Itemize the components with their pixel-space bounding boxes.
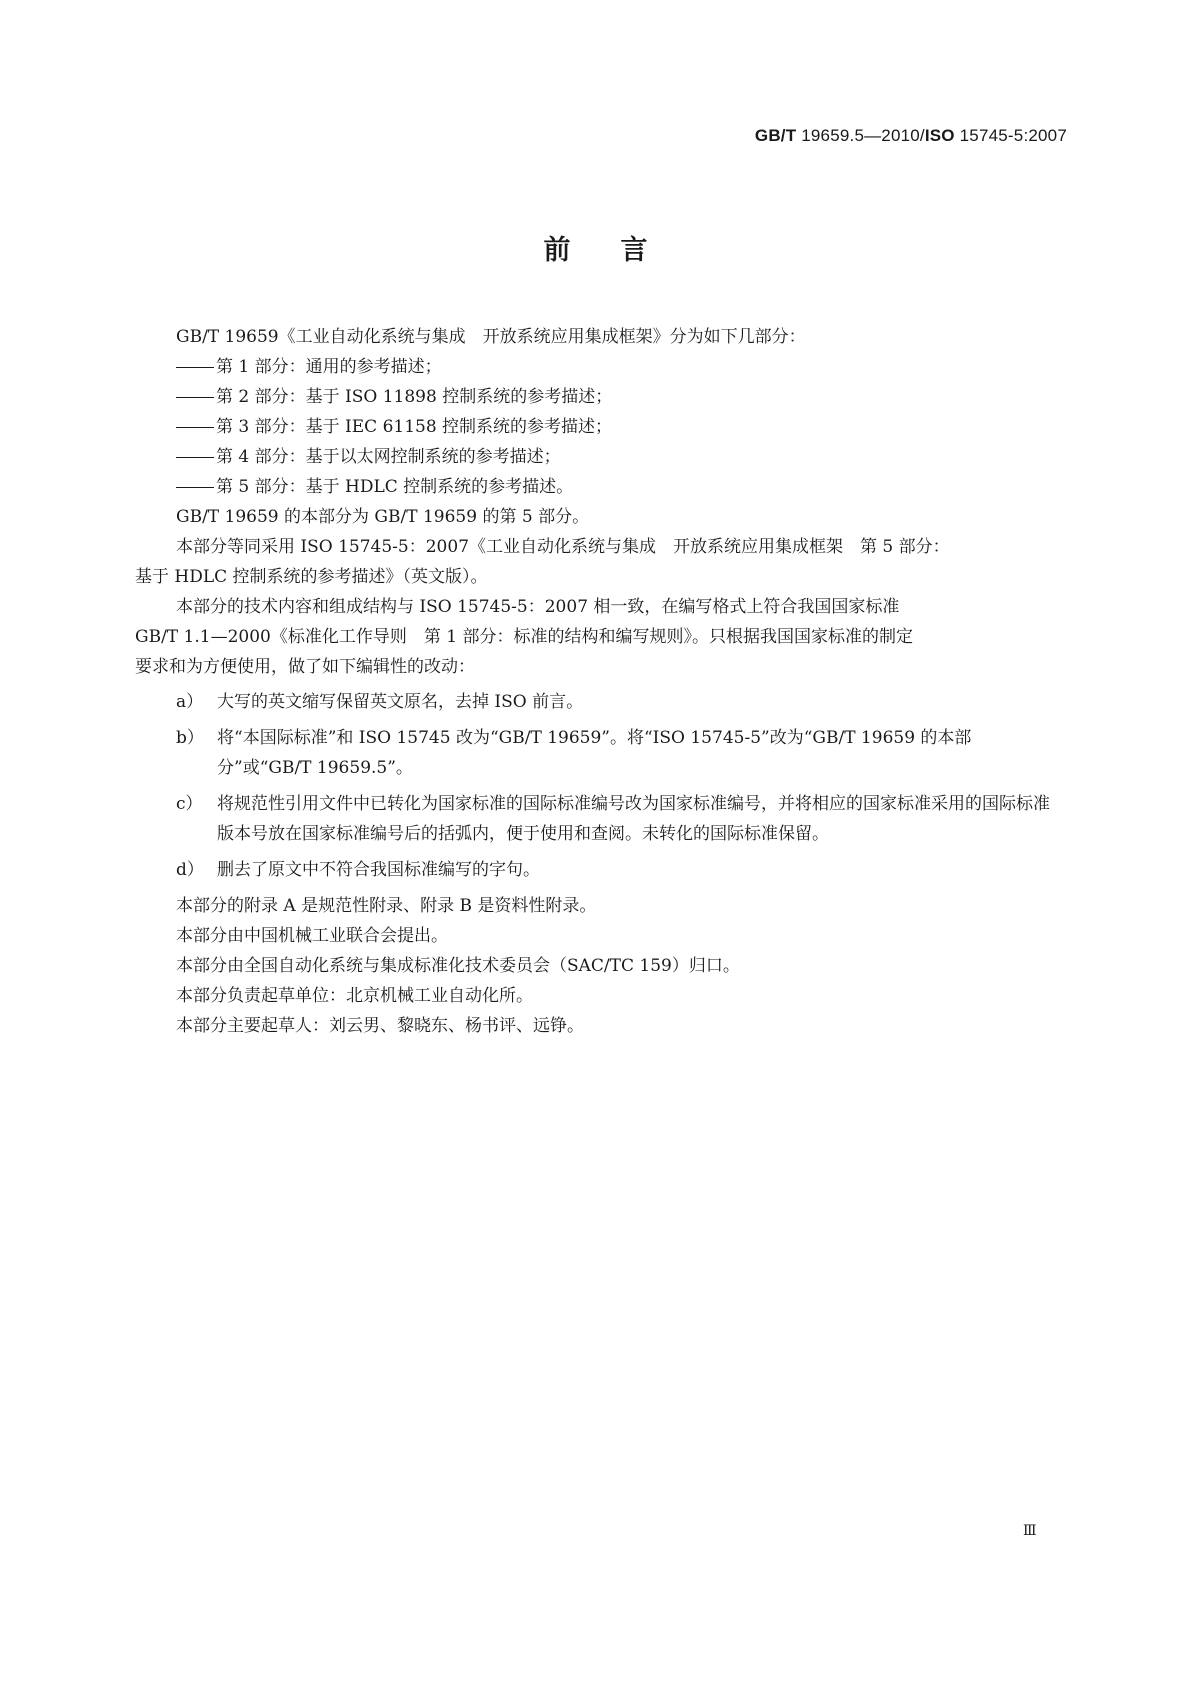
part-list-item bbox=[135, 472, 1058, 502]
page-title: 前言 bbox=[543, 235, 698, 266]
change-item-b bbox=[135, 723, 1058, 783]
intro-paragraph: GB/T 19659《工业自动化系统与集成 开放系统应用集成框架》分为如下几部分： bbox=[176, 327, 806, 347]
dash-marker bbox=[176, 457, 214, 458]
standard-code-iso-number: 15745-5:2007 bbox=[954, 126, 1067, 145]
technical-paragraph-cont: 要求和为方便使用，做了如下编辑性的改动： bbox=[135, 657, 475, 677]
drafting-unit-paragraph: 本部分负责起草单位：北京机械工业自动化所。 bbox=[176, 986, 533, 1006]
document-body bbox=[135, 322, 1058, 1041]
change-label: d） bbox=[176, 860, 204, 880]
change-label: c） bbox=[176, 794, 203, 814]
dash-marker bbox=[176, 397, 214, 398]
part-text: 第 4 部分：基于以太网控制系统的参考描述； bbox=[216, 447, 561, 467]
change-text: 将“本国际标准”和 ISO 15745 改为“GB/T 19659”。将“ISO 15745-5”改为“GB/T 19659 的本部分”或“GB/T 19659.5”。 bbox=[217, 728, 972, 778]
change-label: a） bbox=[176, 692, 204, 712]
dash-marker bbox=[176, 367, 214, 368]
standard-code-iso: ISO bbox=[924, 126, 955, 145]
change-text: 将规范性引用文件中已转化为国家标准的国际标准编号改为国家标准编号，并将相应的国家标准采用的国际标准版本号放在国家标准编号后的括弧内，便于使用和查阅。未转化的国际标准保留。 bbox=[217, 794, 1050, 844]
change-label: b） bbox=[176, 728, 204, 748]
change-item-a bbox=[135, 687, 1058, 717]
dash-marker bbox=[176, 487, 214, 488]
page-number: Ⅲ bbox=[1023, 1523, 1037, 1539]
proposer-paragraph: 本部分由中国机械工业联合会提出。 bbox=[176, 926, 448, 946]
adoption-paragraph: 本部分等同采用 ISO 15745-5：2007《工业自动化系统与集成 开放系统应用集成框架 第 5 部分： bbox=[176, 537, 950, 557]
part-list-item bbox=[135, 352, 1058, 382]
standard-code bbox=[755, 126, 1067, 146]
change-text: 大写的英文缩写保留英文原名，去掉 ISO 前言。 bbox=[217, 692, 584, 712]
standard-code-gb: GB/T bbox=[754, 126, 797, 145]
part-text: 第 3 部分：基于 IEC 61158 控制系统的参考描述； bbox=[216, 417, 613, 437]
technical-paragraph-cont: GB/T 1.1—2000《标准化工作导则 第 1 部分：标准的结构和编写规则》。只根据我国国家标准的制定 bbox=[135, 627, 913, 647]
part-list-item bbox=[135, 382, 1058, 412]
part-text: 第 5 部分：基于 HDLC 控制系统的参考描述。 bbox=[216, 477, 574, 497]
part-statement-paragraph: GB/T 19659 的本部分为 GB/T 19659 的第 5 部分。 bbox=[176, 507, 590, 527]
committee-paragraph: 本部分由全国自动化系统与集成标准化技术委员会（SAC/TC 159）归口。 bbox=[176, 956, 740, 976]
technical-paragraph: 本部分的技术内容和组成结构与 ISO 15745-5：2007 相一致，在编写格式上符合我国国家标准 bbox=[176, 597, 900, 617]
part-text: 第 1 部分：通用的参考描述； bbox=[216, 357, 442, 377]
part-text: 第 2 部分：基于 ISO 11898 控制系统的参考描述； bbox=[216, 387, 613, 407]
standard-code-number: 19659.5—2010/ bbox=[796, 126, 925, 145]
change-item-d bbox=[135, 855, 1058, 885]
adoption-paragraph-cont: 基于 HDLC 控制系统的参考描述》（英文版）。 bbox=[135, 567, 488, 587]
annex-paragraph: 本部分的附录 A 是规范性附录、附录 B 是资料性附录。 bbox=[176, 896, 597, 916]
change-item-c bbox=[135, 789, 1058, 849]
change-text: 删去了原文中不符合我国标准编写的字句。 bbox=[217, 860, 540, 880]
part-list-item bbox=[135, 442, 1058, 472]
part-list-item bbox=[135, 412, 1058, 442]
drafters-paragraph: 本部分主要起草人：刘云男、黎晓东、杨书评、远铮。 bbox=[176, 1016, 584, 1036]
dash-marker bbox=[176, 427, 214, 428]
